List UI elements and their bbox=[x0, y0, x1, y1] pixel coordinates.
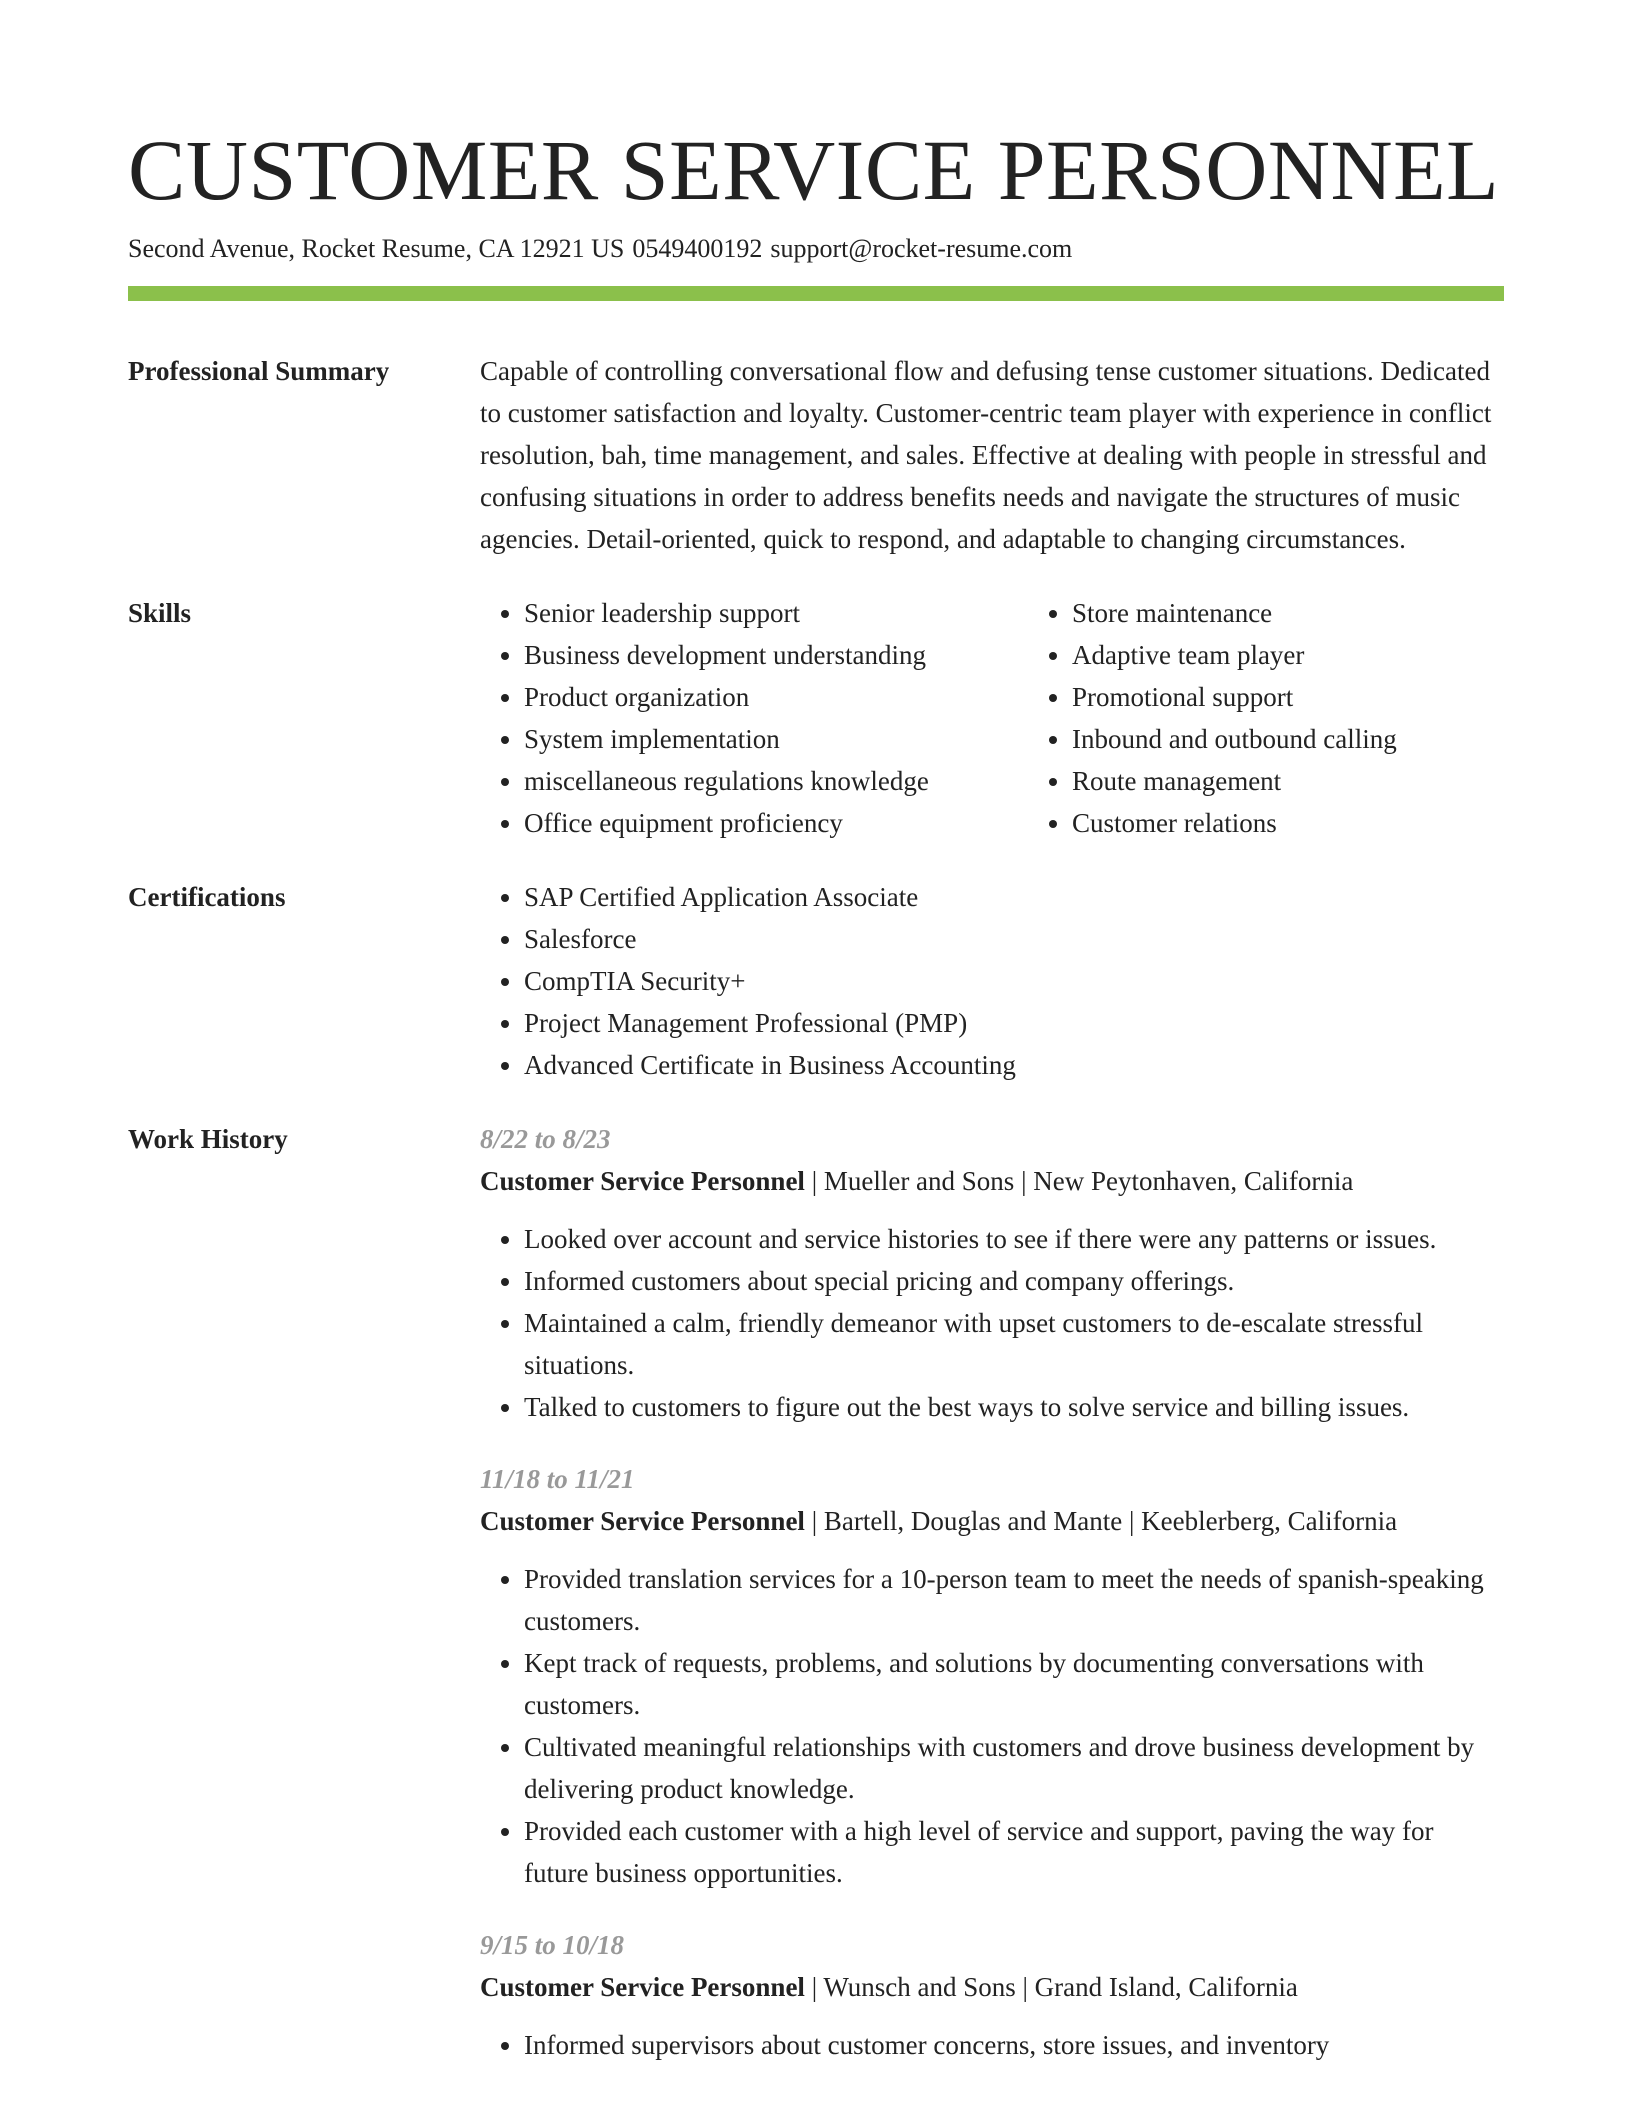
job-bullet: • Talked to customers to figure out the best ways to solve service and billing issues. bbox=[524, 1386, 1504, 1428]
certifications-section bbox=[128, 876, 1504, 1086]
job-entry bbox=[480, 1458, 1504, 1894]
job-bullets bbox=[480, 1558, 1504, 1894]
skill-item: • Inbound and outbound calling bbox=[1072, 718, 1504, 760]
certification-item: • Salesforce bbox=[524, 918, 1504, 960]
skill-item: • Promotional support bbox=[1072, 676, 1504, 718]
summary-heading: Professional Summary bbox=[128, 356, 390, 386]
summary-text: Capable of controlling conversational flow and defusing tense customer situations. Dedicated to customer satisfaction and loyalty. Customer-centric team player with experience in conflict resolution, bah, time management, and sales. Effective at dealing with people in stressful and confusing situations in order to address benefits needs and navigate the structures of music agencies. Detail-oriented, quick to respond, and adaptable to changing circumstances. bbox=[480, 356, 1492, 554]
skill-item: • Route management bbox=[1072, 760, 1504, 802]
contact-phone: 0549400192 bbox=[632, 234, 763, 263]
job-bullet: • Looked over account and service histories to see if there were any patterns or issues. bbox=[524, 1218, 1504, 1260]
job-bullets bbox=[480, 2024, 1504, 2066]
certifications-heading: Certifications bbox=[128, 882, 286, 912]
skill-item: • Customer relations bbox=[1072, 802, 1504, 844]
contact-address: Second Avenue, Rocket Resume, CA 12921 US bbox=[128, 234, 625, 263]
job-bullet: • Informed supervisors about customer concerns, store issues, and inventory bbox=[524, 2024, 1504, 2066]
job-bullet: • Informed customers about special pricing and company offerings. bbox=[524, 1260, 1504, 1302]
work-history-body bbox=[480, 1118, 1504, 2096]
job-bullet: • Cultivated meaningful relationships with customers and drove business development by delivering product knowledge. bbox=[524, 1726, 1504, 1810]
job-title: Customer Service Personnel bbox=[480, 1166, 805, 1196]
job-bullet: • Provided translation services for a 10-person team to meet the needs of spanish-speaking customers. bbox=[524, 1558, 1504, 1642]
skill-item: • miscellaneous regulations knowledge bbox=[524, 760, 1028, 802]
skill-item: • Adaptive team player bbox=[1072, 634, 1504, 676]
skill-item: • System implementation bbox=[524, 718, 1028, 760]
job-bullet: • Provided each customer with a high level of service and support, paving the way for future business opportunities. bbox=[524, 1810, 1504, 1894]
page-title: CUSTOMER SERVICE PERSONNEL bbox=[128, 122, 1500, 218]
certification-item: • Advanced Certificate in Business Accounting bbox=[524, 1044, 1504, 1086]
job-title-line bbox=[480, 1966, 1504, 2008]
job-details: | Mueller and Sons | New Peytonhaven, California bbox=[804, 1166, 1354, 1196]
skills-section bbox=[128, 592, 1504, 844]
summary-section bbox=[128, 350, 1504, 560]
contact-email[interactable]: support@rocket-resume.com bbox=[770, 234, 1073, 263]
skills-list-right bbox=[1028, 592, 1504, 844]
job-dates: 11/18 to 11/21 bbox=[480, 1464, 635, 1494]
certifications-body bbox=[480, 876, 1504, 1086]
skill-item: • Senior leadership support bbox=[524, 592, 1028, 634]
job-entry bbox=[480, 1118, 1504, 1428]
job-title: Customer Service Personnel bbox=[480, 1506, 805, 1536]
work-history-section bbox=[128, 1118, 1504, 2096]
skills-body bbox=[480, 592, 1504, 844]
skill-item: • Business development understanding bbox=[524, 634, 1028, 676]
skill-item: • Product organization bbox=[524, 676, 1028, 718]
certification-item: • CompTIA Security+ bbox=[524, 960, 1504, 1002]
header-divider bbox=[128, 286, 1504, 301]
contact-line bbox=[128, 232, 1080, 266]
skill-item: • Office equipment proficiency bbox=[524, 802, 1028, 844]
skills-heading: Skills bbox=[128, 598, 192, 628]
job-dates: 8/22 to 8/23 bbox=[480, 1124, 611, 1154]
job-entry bbox=[480, 1924, 1504, 2066]
job-title: Customer Service Personnel bbox=[480, 1972, 805, 2002]
job-title-line bbox=[480, 1500, 1504, 1542]
job-details: | Bartell, Douglas and Mante | Keeblerberg, California bbox=[804, 1506, 1398, 1536]
job-bullet: • Maintained a calm, friendly demeanor with upset customers to de-escalate stressful situations. bbox=[524, 1302, 1504, 1386]
summary-body bbox=[480, 350, 1504, 560]
job-bullets bbox=[480, 1218, 1504, 1428]
certification-item: • SAP Certified Application Associate bbox=[524, 876, 1504, 918]
job-dates: 9/15 to 10/18 bbox=[480, 1930, 625, 1960]
job-bullet: • Kept track of requests, problems, and solutions by documenting conversations with customers. bbox=[524, 1642, 1504, 1726]
certification-item: • Project Management Professional (PMP) bbox=[524, 1002, 1504, 1044]
job-title-line bbox=[480, 1160, 1504, 1202]
skill-item: • Store maintenance bbox=[1072, 592, 1504, 634]
skills-list-left bbox=[480, 592, 1028, 844]
job-details: | Wunsch and Sons | Grand Island, California bbox=[804, 1972, 1298, 2002]
certifications-list bbox=[480, 876, 1504, 1086]
work-history-heading: Work History bbox=[128, 1124, 288, 1154]
resume-sections bbox=[128, 350, 1504, 2128]
